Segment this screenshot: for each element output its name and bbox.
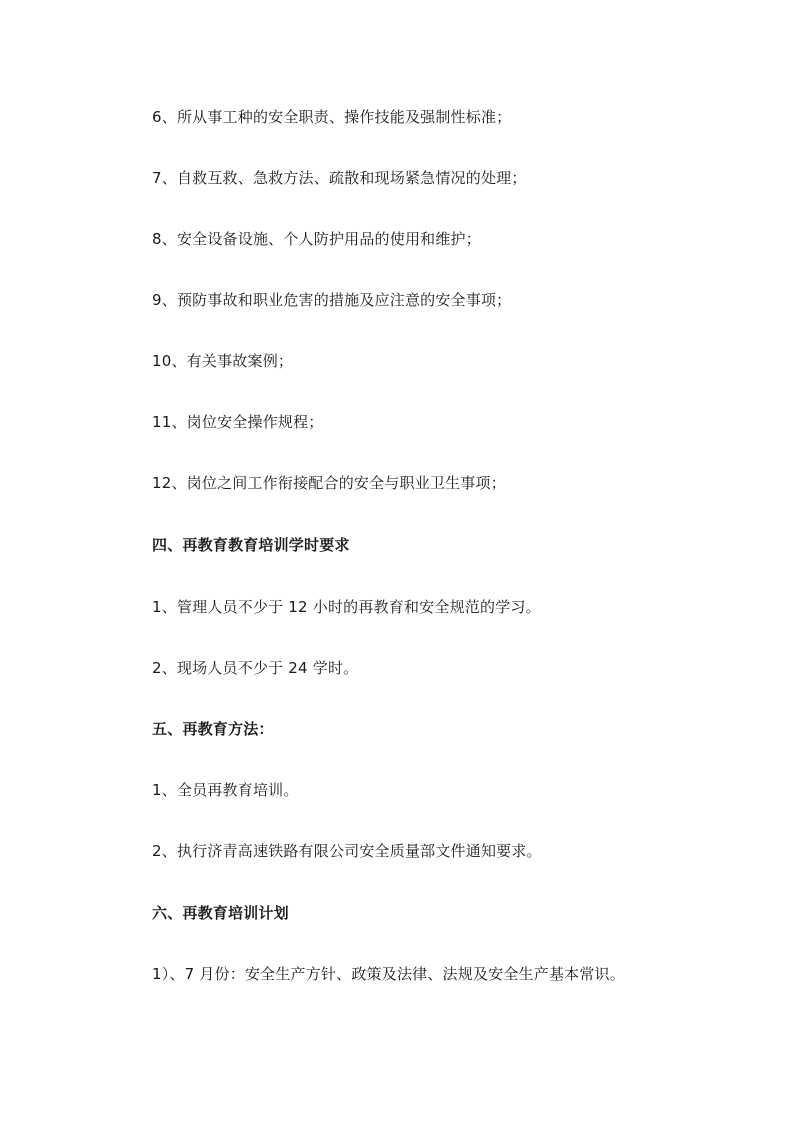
method-item-1: 1、全员再教育培训。 [152, 781, 299, 799]
section-heading-5: 五、再教育方法： [152, 720, 274, 738]
section-heading-4: 四、再教育教育培训学时要求 [152, 536, 350, 554]
list-item-7: 7、自救互救、急救方法、疏散和现场紧急情况的处理； [152, 169, 527, 187]
list-item-6: 6、所从事工种的安全职责、操作技能及强制性标准； [152, 108, 512, 126]
list-item-10: 10、有关事故案例； [152, 352, 294, 370]
training-hours-item-1: 1、管理人员不少于 12 小时的再教育和安全规范的学习。 [152, 598, 541, 616]
list-item-12: 12、岗位之间工作衔接配合的安全与职业卫生事项； [152, 474, 506, 492]
plan-item-1: 1）、7 月份：安全生产方针、政策及法律、法规及安全生产基本常识。 [152, 965, 625, 983]
training-hours-item-2: 2、现场人员不少于 24 学时。 [152, 659, 359, 677]
method-item-2: 2、执行济青高速铁路有限公司安全质量部文件通知要求。 [152, 842, 542, 860]
list-item-11: 11、岗位安全操作规程； [152, 413, 324, 431]
section-heading-6: 六、再教育培训计划 [152, 904, 289, 922]
list-item-8: 8、安全设备设施、个人防护用品的使用和维护； [152, 230, 481, 248]
list-item-9: 9、预防事故和职业危害的措施及应注意的安全事项； [152, 291, 512, 309]
